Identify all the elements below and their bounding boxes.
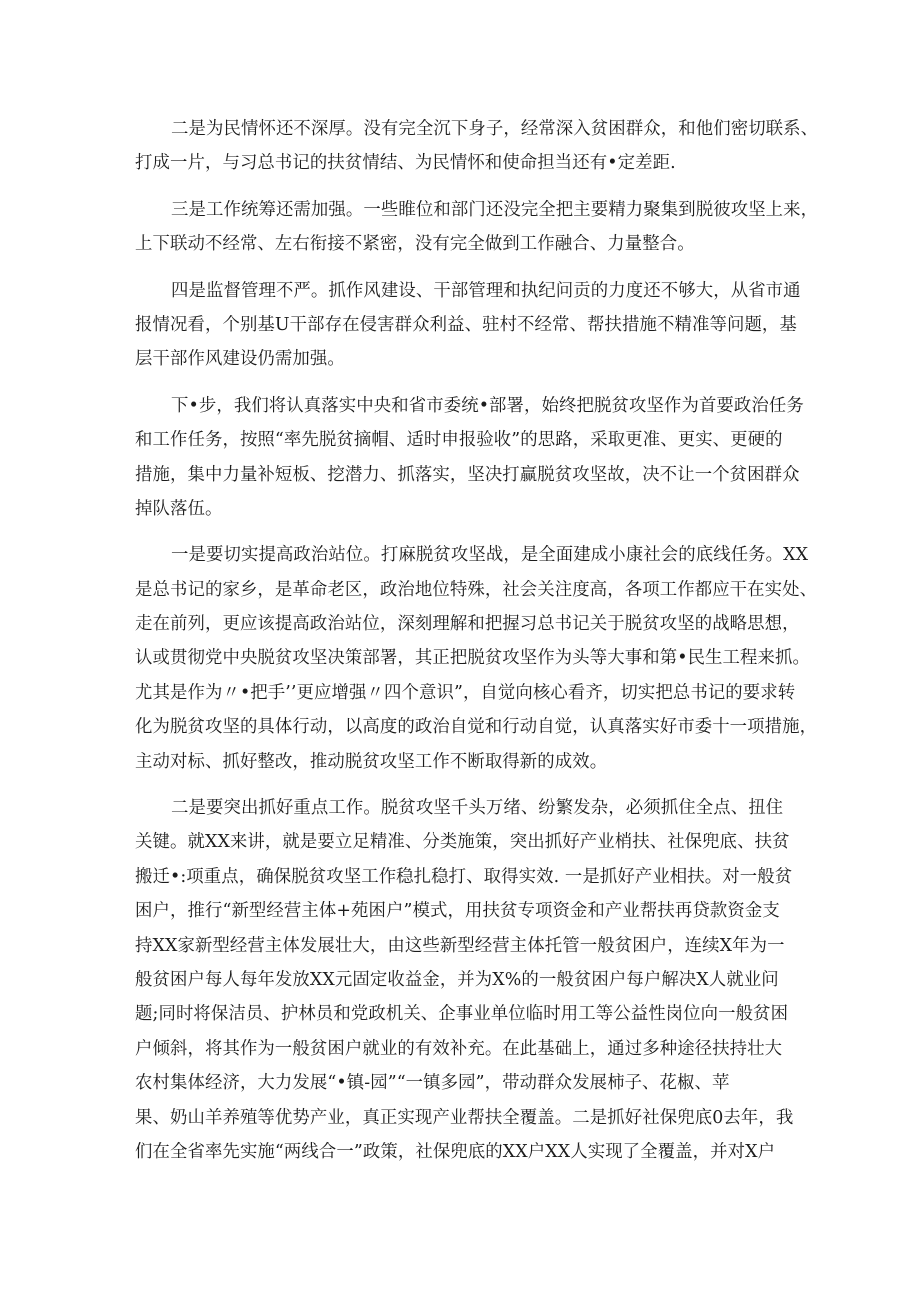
- paragraph-4: [135, 389, 804, 527]
- paragraph-6: [135, 791, 794, 1169]
- text-line: 是总书记的家乡，是革命老区，政治地位特殊，社会关注度高，各项工作都应干在实处、: [135, 579, 818, 600]
- text-line: 们在全省率先实施“两线合一”政策，社保兜底的XX户XX人实现了全覆盖，并对X户: [135, 1141, 776, 1162]
- text-line: 果、奶山羊养殖等优势产业，真正实现产业帮扶全覆盖。二是抓好社保兜底0去年，我: [135, 1107, 794, 1128]
- text-line: 掉队落伍。: [135, 498, 223, 519]
- text-line: 和工作任务，按照“率先脱贫摘帽、适时申报验收”的思路，采取更准、更实、更硬的: [135, 430, 783, 451]
- text-line: 下•步，我们将认真落实中央和省市委统•部署，始终把脱贫攻坚作为首要政治任务: [171, 395, 804, 416]
- text-line: 题;同时将保洁员、护林员和党政机关、企事业单位临时用工等公益性岗位向一般贫困: [135, 1004, 789, 1025]
- text-line: 报情况看，个别基U干部存在侵害群众利益、驻村不经常、帮扶措施不精准等问题，基: [135, 314, 797, 335]
- text-line: 四是监督管理不严。抓作风建设、干部管理和执纪问贡的力度还不够大，从省市通: [171, 280, 801, 301]
- text-line: 农村集体经济，大力发展“•镇-园”“一镇多园”，带动群众发展柿子、花椒、苹: [135, 1073, 730, 1094]
- text-line: 搬迁•:项重点，确保脱贫攻坚工作稳扎稳打、取得实效. 一是抓好产业相扶。对一般贫: [135, 866, 793, 887]
- text-line: 措施，集中力量补短板、挖潜力、抓落实，坚决打赢脱贫攻坚故，决不让一个贫困群众: [135, 464, 800, 485]
- text-line: 认或贯彻党中央脱贫攻坚决策部署，其正把脱贫攻坚作为头等大事和第•民生工程来抓。: [135, 648, 811, 669]
- text-line: 关键。就XX来讲，就是要立足精准、分类施策，突出抓好产业梢扶、社保兜底、扶贫: [135, 832, 790, 853]
- text-line: 持XX家新型经营主体发展壮大，由这些新型经营主体托管一般贫困户，连续X年为一: [135, 935, 785, 956]
- text-line: 打成一片，与习总书记的扶贫情结、为民情怀和使命担当还有•定差距.: [135, 153, 676, 174]
- text-line: 一是要切实提高政治站位。打麻脱贫攻坚战，是全面建成小康社会的底线任务。XX: [171, 545, 809, 566]
- document-body: [135, 112, 819, 1181]
- paragraph-5: [135, 538, 818, 779]
- text-line: 三是工作统筹还需加强。一些睢位和部门还没完全把主要精力聚集到脱彼攻坚上来，: [171, 199, 819, 220]
- text-line: 尤其是作为〃•把手’’更应增强〃四个意识”，自觉向核心看齐，切实把总书记的要求转: [135, 682, 796, 703]
- paragraph-3: [135, 274, 801, 377]
- text-line: 化为脱贫攻坚的具体行动，以高度的政治自觉和行动自觉，认真落实好市委十一项措施，: [135, 717, 818, 738]
- text-line: 二是要突出抓好重点工作。脱贫攻坚千头万绪、纷繁发杂，必须抓住全点、扭住: [171, 798, 784, 819]
- text-line: 二是为民情怀还不深厚。没有完全沉下身子，经常深入贫困群众，和他们密切联系、: [171, 119, 819, 139]
- paragraph-2: [135, 193, 819, 262]
- text-line: 层干部作风建设仍需加强。: [135, 349, 345, 370]
- text-line: 走在前列，更应该提高政治站位，深刻理解和把握习总书记关于脱贫攻坚的战略思想，: [135, 614, 800, 635]
- text-line: 困户，推行“新型经营主体+苑困户”模式，用扶贫专项资金和产业帮扶再贷款资金支: [135, 901, 780, 922]
- text-line: 上下联动不经常、左右衔接不紧密，没有完全做到工作融合、力量整合。: [135, 234, 695, 255]
- text-line: 主动对标、抓好整改，推动脱贫攻坚工作不断取得新的成效。: [135, 751, 608, 772]
- text-line: 般贫困户每人每年发放XX元固定收益金，并为X%的一般贫困户每户解决X人就业问: [135, 969, 779, 990]
- text-line: 户倾斜，将其作为一般贫困户就业的有效补充。在此基础上，通过多种途径扶持壮大: [135, 1038, 783, 1059]
- paragraph-1: [135, 112, 819, 181]
